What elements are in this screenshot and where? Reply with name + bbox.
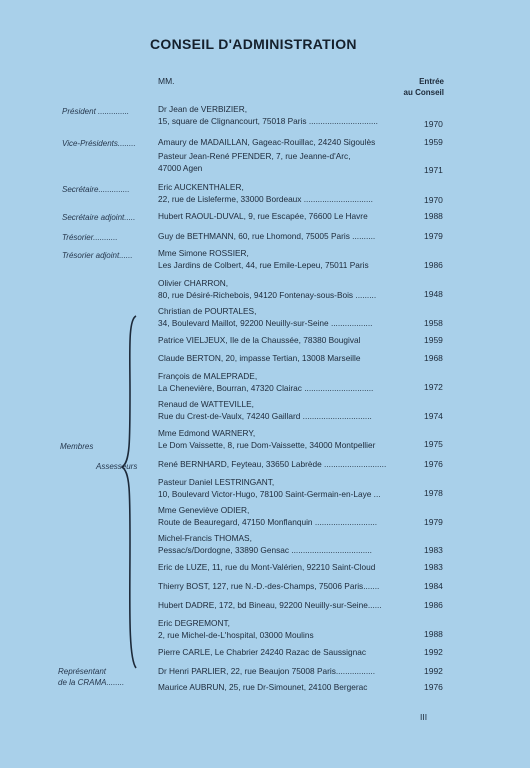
role-representant	[58, 666, 142, 688]
member-entry	[158, 428, 420, 451]
page-title: CONSEIL D'ADMINISTRATION	[150, 36, 357, 52]
member-entry	[158, 477, 420, 500]
role-president: Président ..............	[62, 107, 130, 116]
member-line1: René BERNHARD, Feyteau, 33650 Labrède ...........................	[158, 459, 387, 469]
member-entry	[158, 562, 420, 574]
member-year: 1974	[424, 411, 443, 421]
member-year: 1983	[424, 545, 443, 555]
role-tresorier: Trésorier...........	[62, 233, 118, 242]
member-year: 1992	[424, 666, 443, 676]
member-year: 1992	[424, 647, 443, 657]
curly-brace-icon	[100, 312, 140, 672]
member-line1: Hubert RAOUL-DUVAL, 9, rue Escapée, 76600 Le Havre	[158, 211, 368, 221]
member-line2: Les Jardins de Colbert, 44, rue Emile-Lepeu, 75011 Paris	[158, 259, 369, 270]
member-line2: Le Dom Vaissette, 8, rue Dom-Vaissette, 34000 Montpellier	[158, 439, 376, 450]
member-year: 1948	[424, 289, 443, 299]
member-line1: Claude BERTON, 20, impasse Tertian, 13008 Marseille	[158, 353, 361, 363]
member-line1: Hubert DADRE, 172, bd Bineau, 92200 Neuilly-sur-Seine......	[158, 600, 382, 610]
role-secretaire-adjoint: Secrétaire adjoint.....	[62, 213, 136, 222]
member-line1: Mme Edmond WARNERY,	[158, 428, 256, 438]
member-line1: François de MALEPRADE,	[158, 371, 258, 381]
member-line1: Dr Jean de VERBIZIER,	[158, 104, 247, 114]
member-line2: Rue du Crest-de-Vaulx, 74240 Gaillard ..............................	[158, 410, 372, 421]
member-entry	[158, 211, 420, 223]
member-entry	[158, 335, 420, 347]
member-line1: Thierry BOST, 127, rue N.-D.-des-Champs, 75006 Paris.......	[158, 581, 380, 591]
member-line2: 15, square de Clignancourt, 75018 Paris ..............................	[158, 115, 378, 126]
member-year: 1968	[424, 353, 443, 363]
member-year: 1970	[424, 195, 443, 205]
member-year: 1958	[424, 318, 443, 328]
member-line2: 22, rue de Lisleferme, 33000 Bordeaux ..............................	[158, 193, 373, 204]
member-line1: Maurice AUBRUN, 25, rue Dr-Simounet, 24100 Bergerac	[158, 682, 368, 692]
member-year: 1970	[424, 119, 443, 129]
member-line2: 80, rue Désiré-Richebois, 94120 Fontenay-sous-Bois .........	[158, 289, 377, 300]
member-entry	[158, 151, 420, 174]
member-year: 1984	[424, 581, 443, 591]
member-line2: 34, Boulevard Maillot, 92200 Neuilly-sur-Seine ..................	[158, 317, 373, 328]
member-line2: 2, rue Michel-de-L'hospital, 03000 Moulins	[158, 629, 314, 640]
member-line1: Pasteur Jean-René PFENDER, 7, rue Jeanne-d'Arc,	[158, 151, 351, 161]
member-entry	[158, 399, 420, 422]
member-entry	[158, 666, 420, 678]
member-year: 1983	[424, 562, 443, 572]
member-entry	[158, 231, 420, 243]
entree-heading	[380, 76, 444, 98]
member-entry	[158, 647, 420, 659]
member-year: 1978	[424, 488, 443, 498]
member-year: 1979	[424, 231, 443, 241]
member-line1: Christian de POURTALES,	[158, 306, 257, 316]
member-line1: Guy de BETHMANN, 60, rue Lhomond, 75005 Paris ..........	[158, 231, 376, 241]
member-year: 1979	[424, 517, 443, 527]
member-line2: Pessac/s/Dordogne, 33890 Gensac ...................................	[158, 544, 372, 555]
member-entry	[158, 459, 420, 471]
member-line1: Michel-Francis THOMAS,	[158, 533, 252, 543]
member-entry	[158, 278, 420, 301]
member-year: 1988	[424, 211, 443, 221]
membres-label: Membres	[60, 442, 94, 451]
member-line1: Mme Simone ROSSIER,	[158, 248, 249, 258]
role-representant-line2: de la CRAMA........	[58, 678, 125, 687]
member-year: 1976	[424, 459, 443, 469]
member-line1: Eric de LUZE, 11, rue du Mont-Valérien, 92210 Saint-Cloud	[158, 562, 376, 572]
member-entry	[158, 104, 420, 127]
member-entry	[158, 600, 420, 612]
mm-heading: MM.	[158, 76, 175, 86]
member-line1: Amaury de MADAILLAN, Gageac-Rouillac, 24240 Sigoulès	[158, 137, 376, 147]
member-line1: Eric DEGREMONT,	[158, 618, 230, 628]
member-line1: Renaud de WATTEVILLE,	[158, 399, 254, 409]
member-entry	[158, 248, 420, 271]
member-line1: Pierre CARLE, Le Chabrier 24240 Razac de Saussignac	[158, 647, 366, 657]
entree-heading-line2: au Conseil	[403, 88, 444, 97]
member-entry	[158, 353, 420, 365]
assesseurs-label: Assesseurs	[96, 462, 138, 471]
member-year: 1959	[424, 335, 443, 345]
member-entry	[158, 581, 420, 593]
role-representant-line1: Représentant	[58, 667, 107, 676]
member-year: 1972	[424, 382, 443, 392]
member-line1: Dr Henri PARLIER, 22, rue Beaujon 75008 Paris.................	[158, 666, 376, 676]
member-year: 1986	[424, 260, 443, 270]
entree-heading-line1: Entrée	[419, 77, 444, 86]
member-entry	[158, 371, 420, 394]
role-tresorier-adjoint: Trésorier adjoint......	[62, 251, 133, 260]
member-year: 1971	[424, 165, 443, 175]
member-year: 1959	[424, 137, 443, 147]
member-entry	[158, 182, 420, 205]
member-line2: La Chenevière, Bourran, 47320 Clairac ..............................	[158, 382, 374, 393]
member-line2: Route de Beauregard, 47150 Monflanquin ...........................	[158, 516, 378, 527]
member-year: 1976	[424, 682, 443, 692]
member-line1: Patrice VIELJEUX, Ile de la Chaussée, 78380 Bougival	[158, 335, 361, 345]
member-entry	[158, 618, 420, 641]
member-line1: Eric AUCKENTHALER,	[158, 182, 244, 192]
member-line1: Olivier CHARRON,	[158, 278, 229, 288]
member-line2: 47000 Agen	[158, 162, 203, 173]
member-line2: 10, Boulevard Victor-Hugo, 78100 Saint-Germain-en-Laye ...	[158, 488, 381, 499]
member-year: 1988	[424, 629, 443, 639]
role-secretaire: Secrétaire..............	[62, 185, 130, 194]
member-line1: Pasteur Daniel LESTRINGANT,	[158, 477, 275, 487]
member-entry	[158, 505, 420, 528]
member-line1: Mme Geneviève ODIER,	[158, 505, 250, 515]
member-year: 1975	[424, 439, 443, 449]
role-vice-presidents: Vice-Présidents........	[62, 139, 136, 148]
member-entry	[158, 137, 420, 149]
member-entry	[158, 533, 420, 556]
member-year: 1986	[424, 600, 443, 610]
page-number: III	[420, 712, 428, 722]
member-entry	[158, 682, 420, 694]
member-entry	[158, 306, 420, 329]
